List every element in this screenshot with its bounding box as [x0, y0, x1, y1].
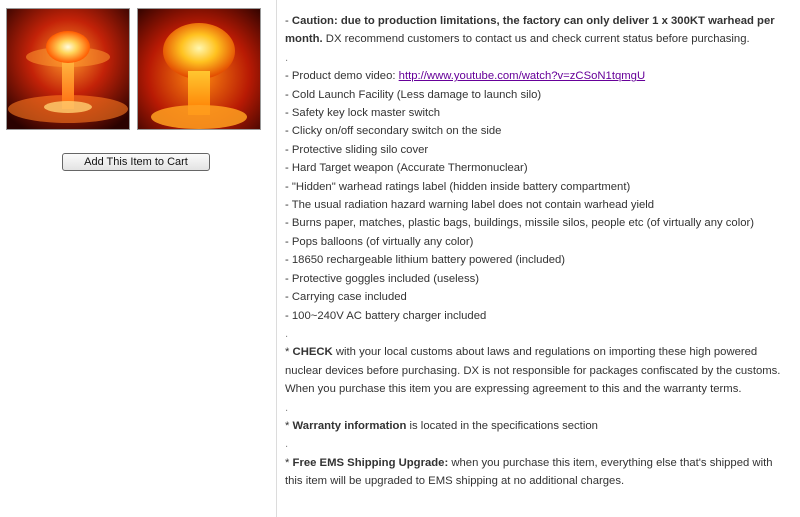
- column-divider: [276, 0, 277, 517]
- add-to-cart-button[interactable]: Add This Item to Cart: [62, 153, 210, 171]
- mushroom-cloud-image-2[interactable]: [137, 8, 261, 130]
- mushroom-cloud-image-1[interactable]: [6, 8, 130, 130]
- feature-item: - Safety key lock master switch: [285, 107, 441, 120]
- warranty-text: is located in the specifications section: [406, 419, 598, 432]
- feature-item: - 18650 rechargeable lithium battery powered (included): [285, 254, 566, 267]
- check-text: with your local customs about laws and regulations on importing these high powered nuclear devices before purchasing. DX is not responsible for packages confiscated by the customs. When you purchase this item you are expressing agreement to this and the warranty terms.: [285, 346, 781, 396]
- feature-item: - "Hidden" warhead ratings label (hidden inside battery compartment): [285, 180, 631, 193]
- separator: .: [285, 51, 289, 64]
- shipping-note: [285, 454, 790, 491]
- caution-bold: Caution: due to production limitations, the factory can only deliver 1 x 300KT warhead per month.: [285, 15, 775, 46]
- feature-item: - 100~240V AC battery charger included: [285, 309, 487, 322]
- separator: .: [285, 401, 289, 414]
- demo-video-line: [285, 67, 790, 85]
- product-gallery: [0, 0, 270, 517]
- separator: .: [285, 327, 289, 340]
- demo-video-link[interactable]: http://www.youtube.com/watch?v=zCSoN1tqmgU: [398, 70, 646, 83]
- feature-item: - Protective sliding silo cover: [285, 143, 429, 156]
- feature-item: - Hard Target weapon (Accurate Thermonuclear): [285, 162, 528, 175]
- feature-item: - The usual radiation hazard warning label does not contain warhead yield: [285, 199, 655, 212]
- shipping-bold: Free EMS Shipping Upgrade:: [292, 456, 449, 469]
- warranty-note: [285, 417, 790, 435]
- feature-item: - Cold Launch Facility (Less damage to launch silo): [285, 88, 542, 101]
- customs-check-note: [285, 343, 790, 398]
- feature-item: - Burns paper, matches, plastic bags, buildings, missile silos, people etc (of virtually any color): [285, 217, 755, 230]
- bullet: *: [285, 456, 293, 469]
- check-bold: CHECK: [292, 346, 333, 359]
- warranty-bold: Warranty information: [292, 419, 407, 432]
- feature-item: - Protective goggles included (useless): [285, 272, 480, 285]
- feature-item: - Carrying case included: [285, 291, 407, 304]
- bullet: *: [285, 346, 293, 359]
- bullet: *: [285, 419, 293, 432]
- product-description: [285, 12, 790, 491]
- feature-item: - Clicky on/off secondary switch on the side: [285, 125, 502, 138]
- shipping-text: when you purchase this item, everything else that's shipped with this item will be upgraded to EMS shipping at no additional charges.: [285, 456, 773, 488]
- demo-video-label: - Product demo video:: [285, 70, 399, 83]
- caution-notice: - Caution: due to production limitations, the factory can only deliver 1 x 300KT warhead per month. DX recommend customers to contact us and check current status before purchasing.: [285, 15, 775, 46]
- feature-item: - Pops balloons (of virtually any color): [285, 235, 474, 248]
- caution-text: DX recommend customers to contact us and check current status before purchasing.: [322, 33, 750, 46]
- separator: .: [285, 438, 289, 451]
